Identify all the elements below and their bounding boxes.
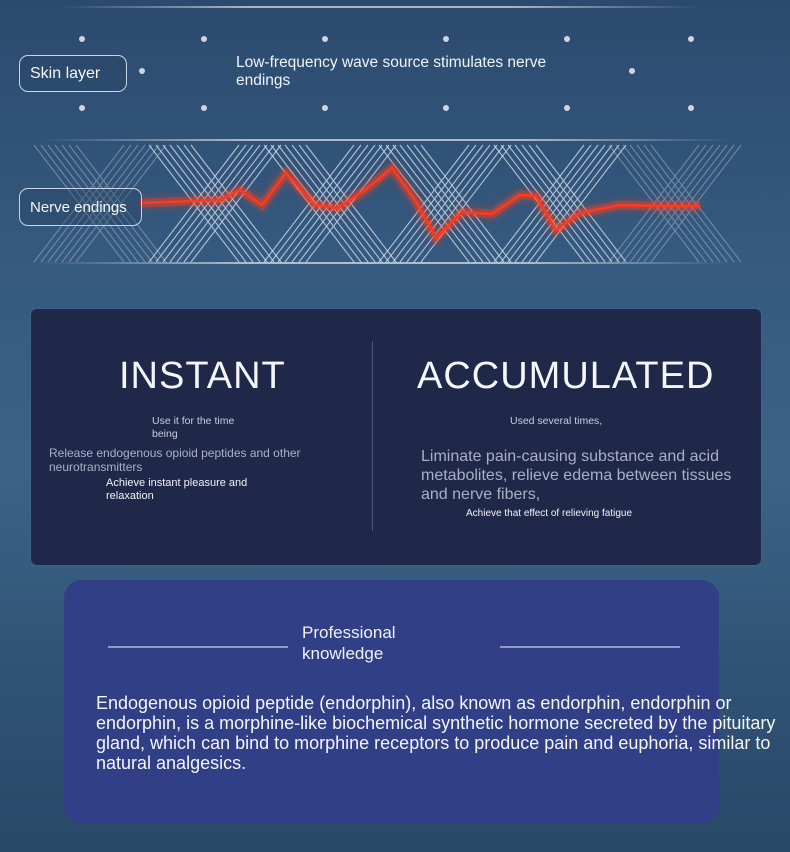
skin-dot	[688, 36, 694, 42]
skin-dot	[79, 105, 85, 111]
panel-divider	[372, 341, 373, 531]
instant-description: Release endogenous opioid peptides and other neurotransmitters	[49, 446, 301, 474]
nerve-endings-label	[19, 188, 142, 226]
accumulated-subtitle: Used several times,	[510, 415, 603, 427]
skin-layer-label	[19, 55, 127, 92]
skin-dot	[201, 36, 207, 42]
accumulated-title: ACCUMULATED	[417, 355, 715, 397]
instant-title: INSTANT	[119, 355, 286, 397]
nerve-endings-label-text: Nerve endings	[30, 198, 127, 216]
wave-source-caption: Low-frequency wave source stimulates nerve endings	[236, 54, 547, 89]
instant-subtitle: Use it for the time being	[152, 415, 235, 440]
skin-dot	[322, 36, 328, 42]
skin-dot	[79, 36, 85, 42]
heading-rule-left	[108, 646, 288, 648]
nerve-fiber-bundle	[379, 145, 511, 262]
knowledge-body: Endogenous opioid peptide (endorphin), also known as endorphin, endorphin or endorphin, is a morphine-like biochemical synthetic hormone secreted by the pituitary gland, which can bind to morphine receptors to produce pain and euphoria, similar to natural analgesics.	[96, 693, 776, 773]
nerve-layer-top-line	[40, 139, 730, 141]
skin-dot	[564, 105, 570, 111]
skin-dot	[629, 68, 635, 74]
skin-dot	[443, 36, 449, 42]
skin-dot	[688, 105, 694, 111]
knowledge-heading: Professional knowledge	[302, 623, 396, 663]
skin-surface-line	[60, 6, 700, 8]
nerve-stimulation-illustration	[0, 0, 790, 300]
accumulated-result: Achieve that effect of relieving fatigue	[466, 508, 633, 519]
professional-knowledge-panel	[64, 580, 776, 824]
heading-rule-right	[500, 646, 680, 648]
skin-dot	[443, 105, 449, 111]
skin-dot	[139, 68, 145, 74]
instant-result: Achieve instant pleasure and relaxation	[106, 477, 248, 502]
nerve-layer-bottom-line	[40, 262, 730, 264]
skin-dot	[201, 105, 207, 111]
skin-dot	[322, 105, 328, 111]
skin-layer-label-text: Skin layer	[30, 64, 101, 82]
effect-comparison-panel	[31, 309, 761, 565]
accumulated-description: Liminate pain-causing substance and acid metabolites, relieve edema between tissues and nerve fibers,	[421, 448, 732, 503]
skin-dot	[564, 36, 570, 42]
